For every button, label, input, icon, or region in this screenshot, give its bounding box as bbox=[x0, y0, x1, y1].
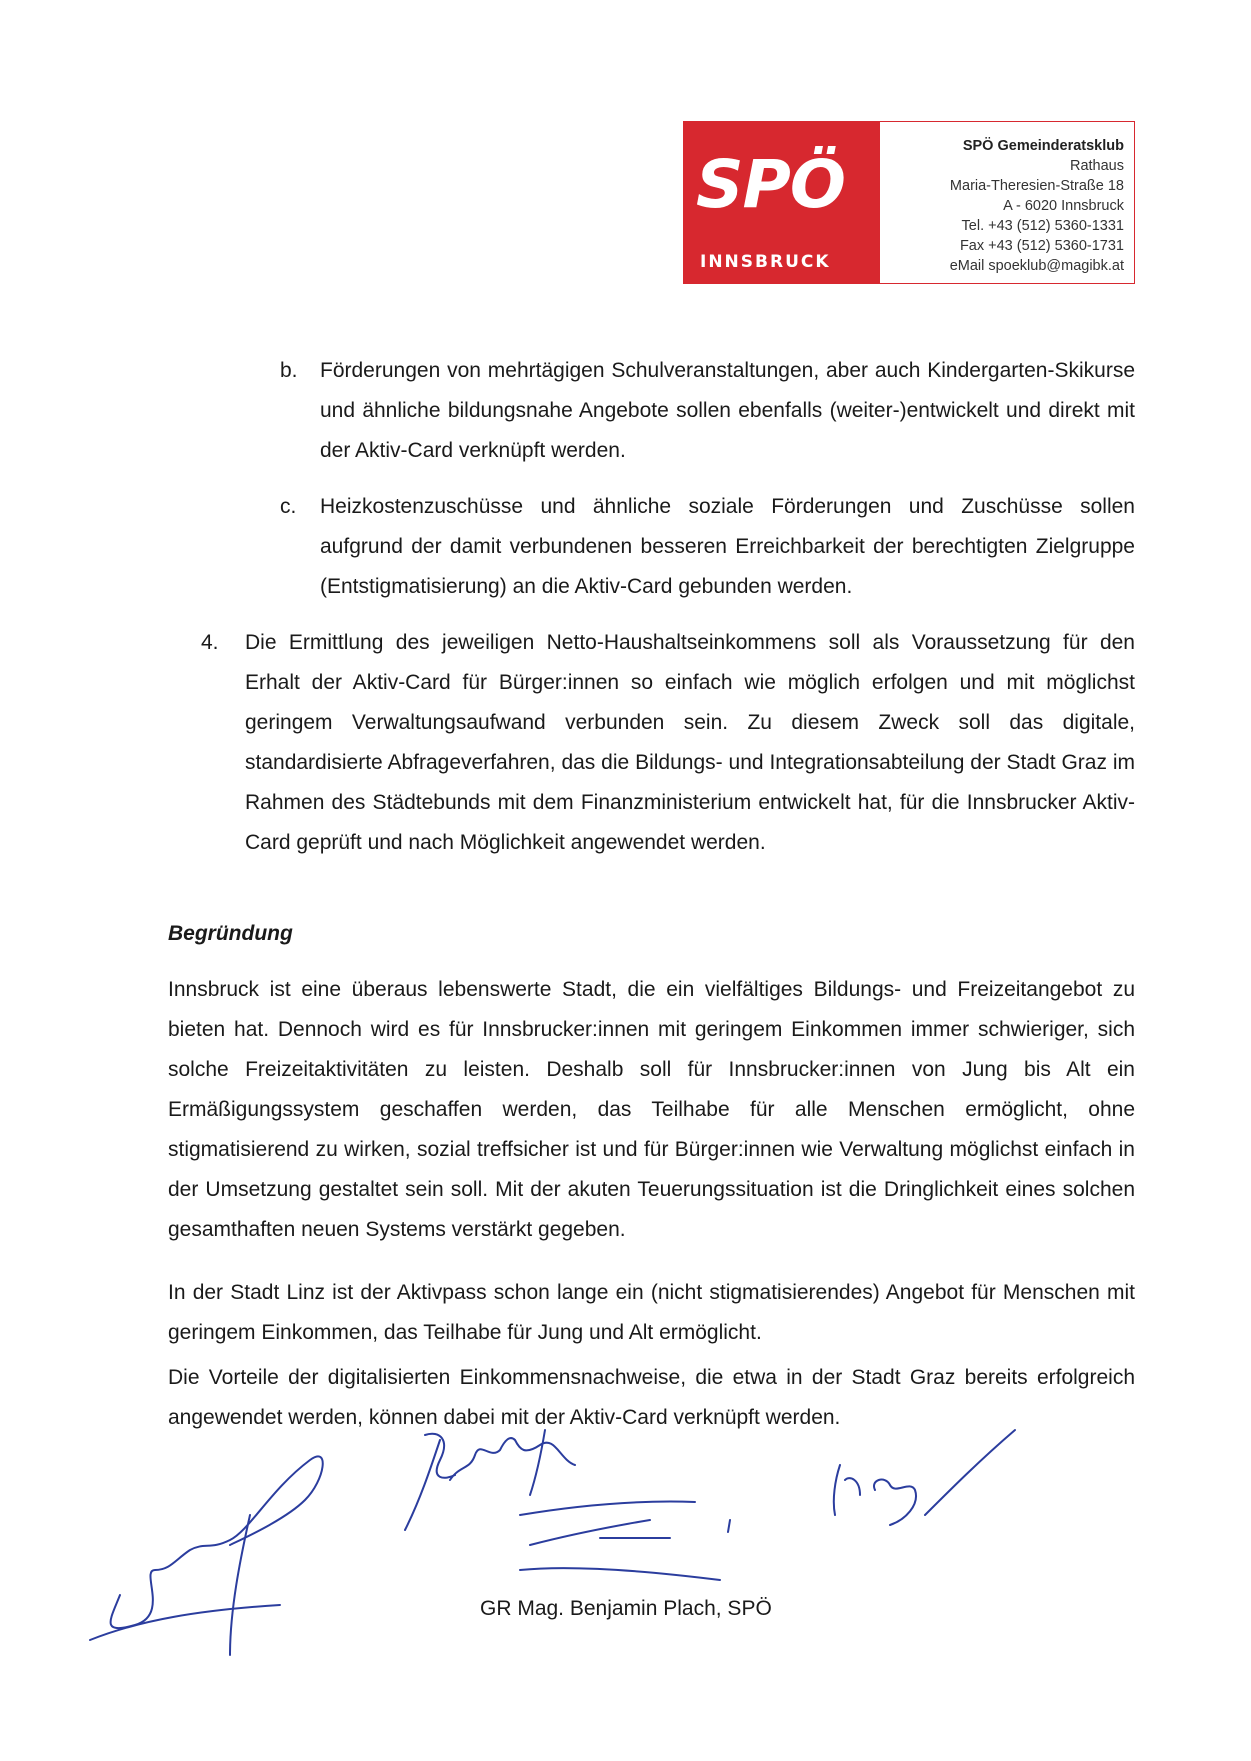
contact-line: Fax +43 (512) 5360-1731 bbox=[959, 238, 1124, 254]
list-label: b. bbox=[280, 359, 298, 382]
contact-line: eMail spoeklub@magibk.at bbox=[949, 258, 1124, 274]
contact-org: SPÖ Gemeinderatsklub bbox=[962, 138, 1124, 154]
contact-line: Rathaus bbox=[1069, 158, 1124, 174]
contact-line: A - 6020 Innsbruck bbox=[1003, 198, 1124, 214]
list-item-b bbox=[280, 351, 1135, 471]
signature-stroke bbox=[520, 1502, 695, 1515]
spoe-logo bbox=[684, 122, 880, 283]
contact-block bbox=[880, 122, 1134, 283]
logo-wordmark: SPÖ bbox=[696, 146, 846, 223]
contact-line: Maria-Theresien-Straße 18 bbox=[949, 178, 1124, 194]
list-item-c bbox=[280, 487, 1135, 607]
signature-stroke bbox=[520, 1520, 720, 1580]
signature-stroke bbox=[111, 1456, 323, 1628]
signature-stroke bbox=[834, 1430, 1015, 1525]
list-label: 4. bbox=[201, 631, 219, 654]
paragraph: Die Vorteile der digitalisierten Einkommensnachweise, die etwa in der Stadt Graz bereits erfolgreich angewendet werden, können dabei mit der Aktiv-Card verknüpft werden. bbox=[168, 1366, 1135, 1429]
handwritten-signatures bbox=[80, 1420, 1080, 1670]
signer-name: GR Mag. Benjamin Plach, SPÖ bbox=[480, 1597, 772, 1620]
signature-stroke bbox=[530, 1430, 545, 1495]
signature-stroke bbox=[405, 1434, 575, 1530]
list-text: Förderungen von mehrtägigen Schulveranstaltungen, aber auch Kindergarten-Skikurse und ähnliche bildungsnahe Angebote sollen ebenfalls (weiter-)entwickelt und direkt mit der Aktiv-Card verknüpft werden. bbox=[320, 359, 1135, 462]
section-heading: Begründung bbox=[168, 922, 293, 945]
letterhead bbox=[683, 121, 1135, 284]
signature-stroke bbox=[728, 1520, 730, 1532]
paragraph: Innsbruck ist eine überaus lebenswerte Stadt, die ein vielfältiges Bildungs- und Freizeitangebot zu bieten hat. Dennoch wird es für Innsbrucker:innen mit geringem Einkommen immer schwieriger, sich solche Freizeitaktivitäten zu leisten. Deshalb soll für Innsbrucker:innen von Jung bis Alt ein Ermäßigungssystem geschaffen werden, das Teilhabe für alle Menschen ermöglicht, ohne stigmatisierend zu wirken, sozial treffsicher ist und für Bürger:innen wie Verwaltung möglichst einfach in der Umsetzung gestaltet sein soll. Mit der akuten Teuerungssituation ist die Dringlichkeit eines solchen gesamthaften neuen Systems verstärkt gegeben. bbox=[168, 978, 1135, 1241]
list-item-4 bbox=[201, 623, 1135, 863]
signature-stroke bbox=[90, 1605, 280, 1640]
list-text: Heizkostenzuschüsse und ähnliche soziale Förderungen und Zuschüsse sollen aufgrund der damit verbundenen besseren Erreichbarkeit der berechtigten Zielgruppe (Entstigmatisierung) an die Aktiv-Card gebunden werden. bbox=[320, 495, 1135, 598]
list-text: Die Ermittlung des jeweiligen Netto-Haushaltseinkommens soll als Voraussetzung für den Erhalt der Aktiv-Card für Bürger:innen so einfach wie möglich erfolgen und mit möglichst geringem Verwaltungsaufwand verbunden sein. Zu diesem Zweck soll das digitale, standardisierte Abfrageverfahren, das die Bildungs- und Integrationsabteilung der Stadt Graz im Rahmen des Städtebunds mit dem Finanzministerium entwickelt hat, für die Innsbrucker Aktiv-Card geprüft und nach Möglichkeit angewendet werden. bbox=[245, 631, 1135, 854]
paragraph: In der Stadt Linz ist der Aktivpass schon lange ein (nicht stigmatisierendes) Angebot für Menschen mit geringem Einkommen, das Teilhabe für Jung und Alt ermöglicht. bbox=[168, 1281, 1135, 1344]
contact-line: Tel. +43 (512) 5360-1331 bbox=[961, 218, 1124, 234]
list-label: c. bbox=[280, 495, 297, 518]
logo-city: INNSBRUCK bbox=[700, 252, 831, 272]
